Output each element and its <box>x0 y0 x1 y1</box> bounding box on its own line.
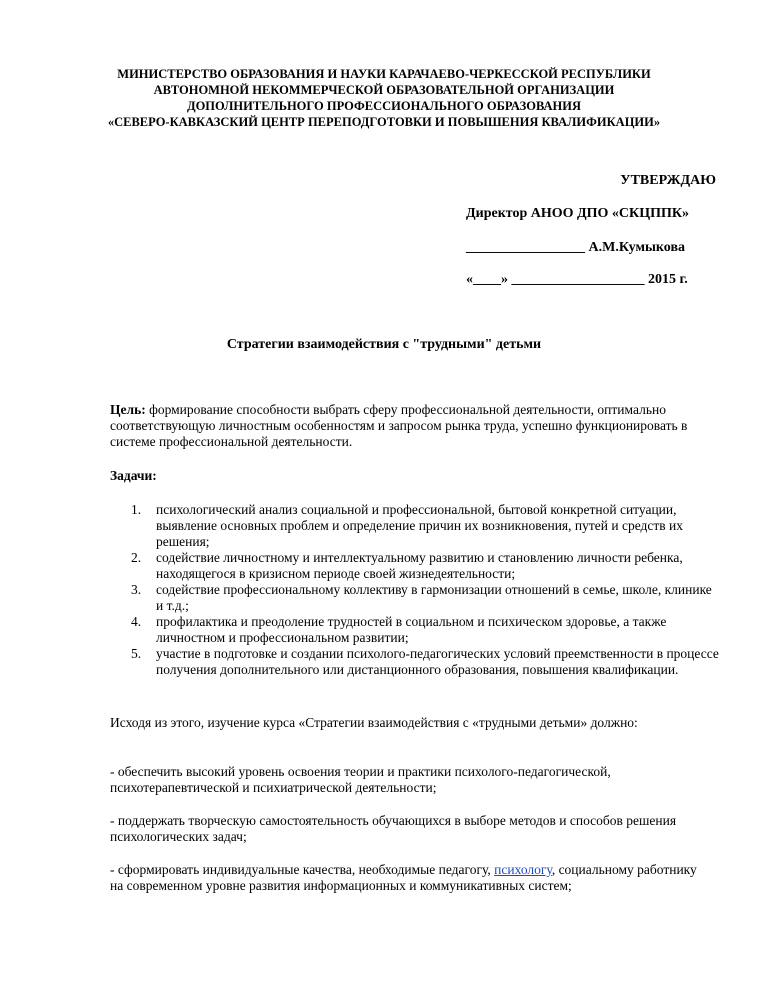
header-line-education: ДОПОЛНИТЕЛЬНОГО ПРОФЕССИОНАЛЬНОГО ОБРАЗОВАНИЯ <box>186 99 582 113</box>
approval-director: Директор АНОО ДПО «СКЦППК» <box>466 206 690 221</box>
list-item-text: содействие профессиональному коллективу в гармонизации отношений в семье, школе, клинике и т.д.; <box>156 582 712 613</box>
approval-title: УТВЕРЖДАЮ <box>620 173 716 188</box>
organization-header <box>60 66 708 130</box>
psychologist-link[interactable]: психологу <box>494 862 552 877</box>
list-item <box>131 582 721 614</box>
list-item-number: 4. <box>131 614 142 629</box>
list-item <box>131 614 721 646</box>
header-line-organization: АВТОНОМНОЙ НЕКОММЕРЧЕСКОЙ ОБРАЗОВАТЕЛЬНОЙ ОРГАНИЗАЦИИ <box>153 83 615 97</box>
outcome-paragraph-theory: - обеспечить высокий уровень освоения теории и практики психолого-педагогической, психотерапевтической и психиатрической деятельности; <box>110 764 611 795</box>
goal-paragraph <box>110 402 710 450</box>
document-title: Стратегии взаимодействия с "трудными" детьми <box>226 337 542 352</box>
list-item-text: содействие личностному и интеллектуальному развитию и становлению личности ребенка, находящегося в кризисном периоде своей жизнедеятельности; <box>156 550 683 581</box>
approval-signature-line: _________________ А.М.Кумыкова <box>466 240 686 255</box>
list-item-number: 5. <box>131 646 142 661</box>
list-item-number: 1. <box>131 502 142 517</box>
goal-label: Цель: <box>110 402 146 417</box>
paragraph-text-start: - сформировать индивидуальные качества, необходимые педагогу, <box>110 862 495 877</box>
list-item-number: 2. <box>131 550 142 565</box>
tasks-heading: Задачи: <box>110 468 157 483</box>
list-item-text: психологический анализ социальной и профессиональной, бытовой конкретной ситуации, выявление основных проблем и определение причин их возникновения, путей и средств их решения; <box>156 502 684 549</box>
header-line-center: «СЕВЕРО-КАВКАЗСКИЙ ЦЕНТР ПЕРЕПОДГОТОВКИ И ПОВЫШЕНИЯ КВАЛИФИКАЦИИ» <box>107 115 661 129</box>
list-item-number: 3. <box>131 582 142 597</box>
list-item <box>131 502 721 550</box>
outcome-paragraph-qualities <box>110 862 710 894</box>
intro-paragraph: Исходя из этого, изучение курса «Стратегии взаимодействия с «трудными детьми» должно: <box>110 715 638 730</box>
approval-date-line: «____» ___________________ 2015 г. <box>466 272 688 287</box>
list-item-text: профилактика и преодоление трудностей в социальном и психическом здоровье, а также личностном и профессиональном развитии; <box>156 614 667 645</box>
list-item-text: участие в подготовке и создании психолого-педагогических условий преемственности в процессе получения дополнительного или дистанционного образования, повышения квалификации. <box>156 646 719 677</box>
list-item <box>131 550 721 582</box>
header-line-ministry: МИНИСТЕРСТВО ОБРАЗОВАНИЯ И НАУКИ КАРАЧАЕВО-ЧЕРКЕССКОЙ РЕСПУБЛИКИ <box>117 67 651 81</box>
paragraph-text-end: , социальному работнику на современном уровне развития информационных и коммуникативных систем; <box>110 862 697 893</box>
outcome-paragraph-autonomy: - поддержать творческую самостоятельность обучающихся в выборе методов и способов решения психологических задач; <box>110 813 677 844</box>
goal-text: формирование способности выбрать сферу профессиональной деятельности, оптимально соответствующую личностным особенностям и запросом рынка труда, успешно функционировать в системе профессиональной деятельности. <box>110 402 688 449</box>
tasks-list <box>131 502 721 678</box>
list-item <box>131 646 721 678</box>
